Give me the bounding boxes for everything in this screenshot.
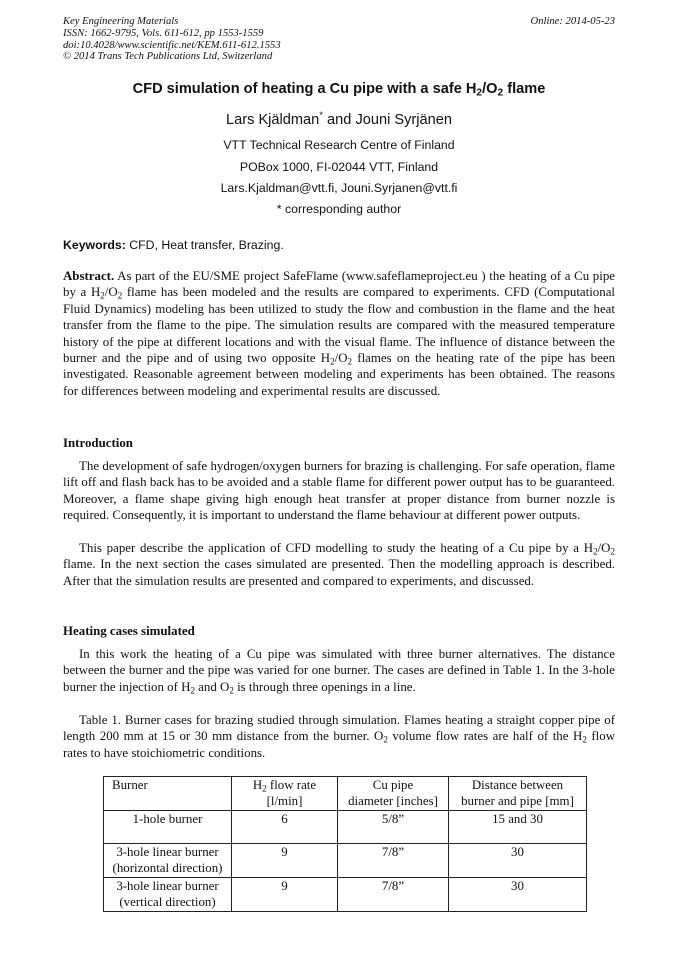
table-row [104, 877, 587, 911]
affiliation-emails: Lars.Kjaldman@vtt.fi, Jouni.Syrjanen@vtt.fi [220, 181, 458, 195]
introduction-paragraph-2: This paper describe the application of CFD modelling to study the heating of a Cu pipe by a $H_2/O_2$ flame. In the next section the cases simulated are presented. Then the modelling approach is described. After that the simulation results are presented and compared to experiments, and discussed. [63, 541, 615, 588]
heating-cases-heading: Heating cases simulated [63, 624, 195, 638]
paper-title: CFD simulation of heating a Cu pipe with a safe $H_2/O_2$ flame [132, 81, 546, 99]
cell-distance: 30 [449, 877, 587, 911]
cell-flow: 6 [232, 811, 338, 844]
authors: Lars Kjäldman* and Jouni Syrjänen [226, 110, 452, 128]
abstract: Abstract. As part of the EU/SME project SafeFlame (www.safeflameproject.eu ) the heating of a Cu pipe by a $H_2/O_2$ flame has been modeled and the results are compared to experiments. CFD (Computational Fluid Dynamics) modeling has been utilized to study the flow and combustion in the flame and the heat transfer from the flame to the pipe. The simulation results are compared with the measured temperature history of the pipe at different locations and with the visual flame. The influence of distance between the burner and the pipe and of using two opposite $H_2/O_2$ flames on the heating rate of the pipe has been investigated. Reasonable agreement between modeling and experiments has been obtained. The reasons for differences between modeling and experimental results are discussed. [63, 269, 616, 398]
journal-header [63, 16, 615, 63]
table-caption: Table 1. Burner cases for brazing studied through simulation. Flames heating a straight copper pipe of length 200 mm at 15 or 30 mm distance from the burner. $O_2$ volume flow rates are half of the $H_2$ flow rates to have stoichiometric conditions. [63, 713, 616, 760]
introduction-heading: Introduction [63, 436, 133, 450]
cell-flow: 9 [232, 844, 338, 878]
header-diameter: Cu pipe diameter [inches] [338, 777, 449, 811]
cell-diameter: 5/8” [338, 811, 449, 844]
header-flow-rate: $H_2$ flow rate [l/min] [232, 777, 338, 811]
table-header-row [104, 777, 587, 811]
introduction-paragraph-1: The development of safe hydrogen/oxygen burners for brazing is challenging. For safe operation, flame lift off and flash back has to be avoided and a stable flame for different power output has to be guaranteed. Moreover, a flame shape giving high enough heat transfer at proper distance from burner nozzle is required. Consequently, it is important to understand the flame behaviour at different power outputs. [63, 459, 615, 523]
journal-name: Key Engineering Materials [63, 16, 179, 27]
header-burner: Burner [104, 777, 232, 811]
header-distance: Distance between burner and pipe [mm] [449, 777, 587, 811]
keywords: Keywords: CFD, Heat transfer, Brazing. [63, 238, 284, 252]
burner-cases-table [103, 776, 587, 912]
cell-burner: 1-hole burner [104, 811, 232, 844]
cell-flow: 9 [232, 877, 338, 911]
cell-diameter: 7/8” [338, 877, 449, 911]
corresponding-author: * corresponding author [276, 202, 402, 216]
cell-burner: 3-hole linear burner (vertical direction) [104, 877, 232, 911]
online-date: Online: 2014-05-23 [530, 16, 615, 27]
affiliation-address: POBox 1000, FI-02044 VTT, Finland [239, 160, 439, 174]
table-row [104, 844, 587, 878]
cell-distance: 15 and 30 [449, 811, 587, 844]
cell-burner: 3-hole linear burner (horizontal direction) [104, 844, 232, 878]
cell-diameter: 7/8” [338, 844, 449, 878]
heating-cases-paragraph: In this work the heating of a Cu pipe was simulated with three burner alternatives. The distance between the burner and the pipe was varied for one burner. The cases are defined in Table 1. In the 3-hole burner the injection of $H_2$ and $O_2$ is through three openings in a line. [63, 647, 615, 696]
issn: ISSN: 1662-9795, Vols. 611-612, pp 1553-1559 [63, 27, 264, 39]
affiliation-org: VTT Technical Research Centre of Finland [223, 138, 455, 152]
copyright: © 2014 Trans Tech Publications Ltd, Switzerland [63, 51, 273, 63]
table-row [104, 811, 587, 844]
doi: doi:10.4028/www.scientific.net/KEM.611-612.1553 [63, 39, 281, 51]
cell-distance: 30 [449, 844, 587, 878]
